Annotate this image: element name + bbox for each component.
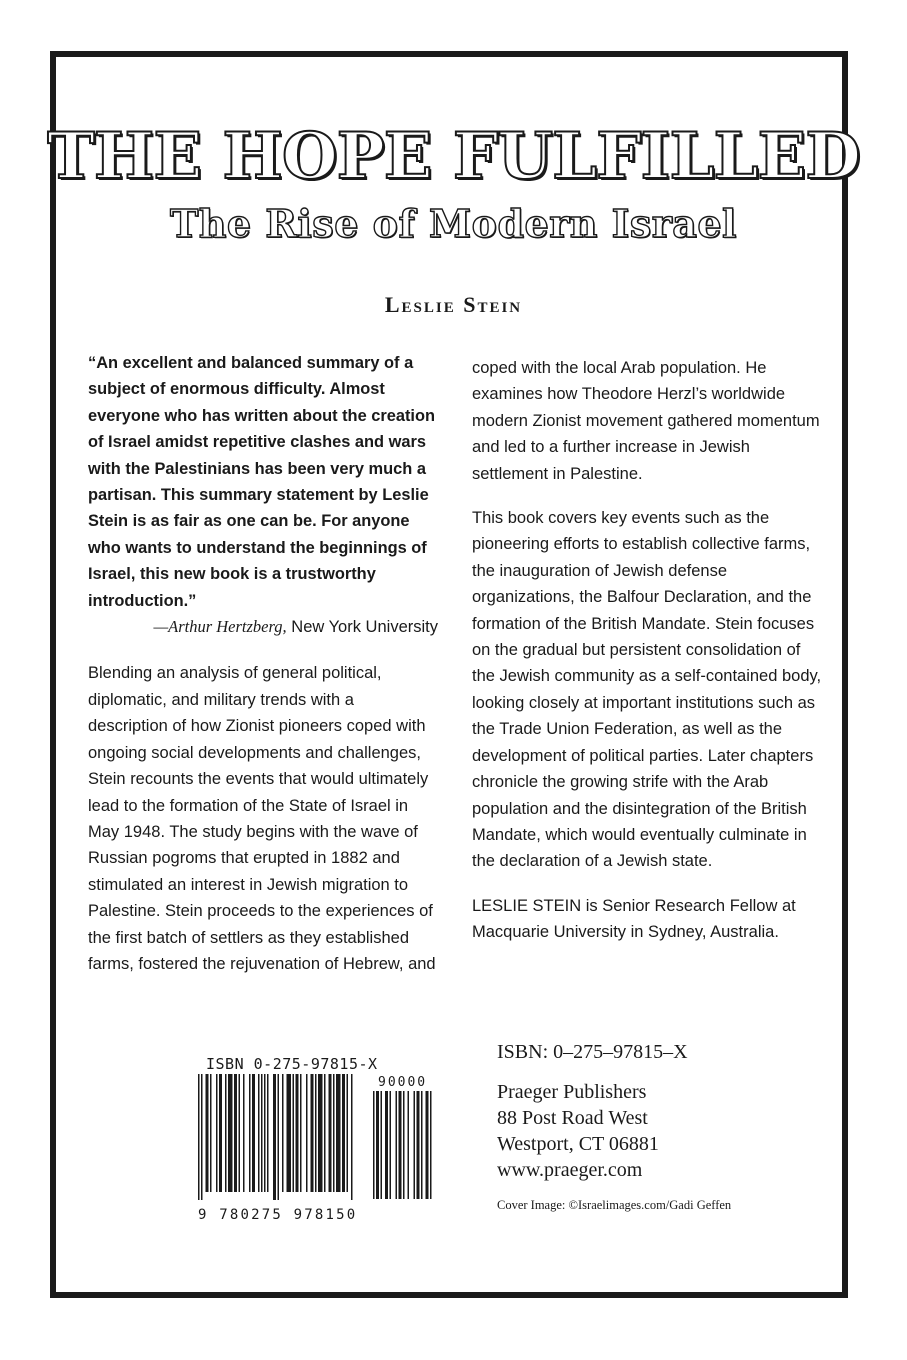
barcode-bar — [351, 1074, 353, 1200]
barcode-bar — [385, 1091, 388, 1199]
barcode-bar — [381, 1091, 383, 1199]
barcode-bar — [421, 1091, 423, 1199]
barcode-bar — [347, 1074, 349, 1192]
book-subtitle: The Rise of Modern Israel — [169, 201, 737, 246]
barcode-bar — [373, 1091, 375, 1199]
barcode-bar — [315, 1074, 317, 1192]
endorsement-attribution — [88, 614, 438, 640]
left-column — [88, 350, 438, 977]
ean-barcode-bars — [198, 1074, 373, 1209]
description-paragraph-1-continued: coped with the local Arab population. He examines how Theodore Herzl’s worldwide modern Zionist movement gathered momentum and led to a further increase in Jewish settlement in Palestine. — [472, 359, 820, 483]
barcode-bar — [390, 1091, 392, 1199]
barcode-bar — [261, 1074, 263, 1192]
barcode-bar — [300, 1074, 302, 1192]
barcode-bar — [324, 1074, 326, 1192]
description-paragraph-1: Blending an analysis of general political, diplomatic, and military trends with a description of how Zionist pioneers coped with ongoing social developments and challenges, Stein recounts the events that would ultimately lead to the formation of the State of Israel in May 1948. The study begins with the wave of Russian pogroms that erupted in 1882 and stimulated an interest in Jewish migration to Palestine. Stein proceeds to the experiences of the first batch of settlers as they established farms, fostered the rejuvenation of Hebrew, and — [88, 664, 436, 973]
endorser-name: —Arthur Hertzberg, — [153, 617, 287, 637]
isbn-barcode — [198, 1055, 438, 1223]
barcode-bar — [225, 1074, 227, 1192]
addon-barcode-bars — [373, 1091, 443, 1209]
barcode-bar — [318, 1074, 323, 1192]
barcode-bar — [311, 1074, 314, 1192]
description-paragraph-2: This book covers key events such as the pioneering efforts to establish collective farms, the inauguration of Jewish defense organizations, the Balfour Declaration, and the formation of the British Mandate. Stein focuses on the gradual but persistent consolidation of the Jewish community as a self-contained body, looking closely at important institutions such as the Trade Union Federation, as well as the development of political parties. Later chapters chronicle the growing strife with the Arab population and the disintegration of the British Mandate, which would eventually culminate in the declaration of a Jewish state. — [472, 509, 822, 871]
publisher-address-2: Westport, CT 06881 — [497, 1133, 659, 1155]
endorsement-quote: “An excellent and balanced summary of a subject of enormous difficulty. Almost everyone who has written about the creation of Israel amidst repetitive clashes and wars with the Palestinians has been very much a partisan. This summary statement by Leslie Stein is as fair as one can be. For anyone who wants to understand the beginnings of Israel, this new book is a trustworthy introduction.” — [88, 354, 436, 610]
barcode-bar — [282, 1074, 284, 1192]
barcode-isbn-label: ISBN 0-275-97815-X — [206, 1055, 378, 1073]
publisher-isbn: ISBN: 0–275–97815–X — [497, 1041, 688, 1063]
barcode-bar — [417, 1091, 420, 1199]
barcode-bar — [201, 1074, 203, 1200]
barcode-bar — [342, 1074, 345, 1192]
barcode-bar — [403, 1091, 405, 1199]
barcode-bar — [336, 1074, 341, 1192]
barcode-bar — [249, 1074, 251, 1192]
barcode-bar — [306, 1074, 308, 1192]
publisher-info — [497, 1079, 659, 1183]
barcode-bar — [267, 1074, 269, 1192]
cover-image-credit: Cover Image: ©Israelimages.com/Gadi Geffen — [497, 1198, 732, 1212]
barcode-bar — [258, 1074, 260, 1192]
barcode-bar — [216, 1074, 218, 1192]
barcode-bar — [287, 1074, 292, 1192]
right-column — [472, 355, 822, 946]
barcode-bar — [264, 1074, 266, 1192]
book-author: Leslie Stein — [384, 292, 523, 317]
barcode-bar — [376, 1091, 379, 1199]
barcode-bar — [239, 1074, 241, 1192]
barcode-bar — [293, 1074, 295, 1192]
barcode-bar — [273, 1074, 276, 1200]
barcode-bar — [430, 1091, 432, 1199]
barcode-bar — [210, 1074, 212, 1192]
barcode-bar — [228, 1074, 233, 1192]
barcode-price-code: 90000 — [378, 1075, 428, 1090]
barcode-bar — [206, 1074, 209, 1192]
book-title: THE HOPE FULFILLED — [47, 119, 860, 194]
barcode-bar — [414, 1091, 416, 1199]
barcode-bar — [243, 1074, 245, 1192]
author-bio: LESLIE STEIN is Senior Research Fellow at Macquarie University in Sydney, Australia. — [472, 896, 796, 942]
barcode-bar — [296, 1074, 299, 1192]
barcode-bar — [333, 1074, 335, 1192]
publisher-website: www.praeger.com — [497, 1159, 643, 1181]
barcode-ean-digits: 9 780275 978150 — [198, 1207, 358, 1223]
barcode-bar — [329, 1074, 332, 1192]
publisher-address-1: 88 Post Road West — [497, 1107, 648, 1129]
barcode-bar — [234, 1074, 237, 1192]
publisher-name: Praeger Publishers — [497, 1081, 647, 1103]
barcode-bar — [396, 1091, 398, 1199]
barcode-bar — [219, 1074, 222, 1192]
barcode-bar — [399, 1091, 402, 1199]
barcode-bar — [408, 1091, 410, 1199]
endorser-affiliation: New York University — [286, 618, 438, 637]
barcode-bar — [252, 1074, 255, 1192]
barcode-bar — [278, 1074, 280, 1200]
barcode-bar — [198, 1074, 200, 1200]
barcode-bar — [426, 1091, 429, 1199]
